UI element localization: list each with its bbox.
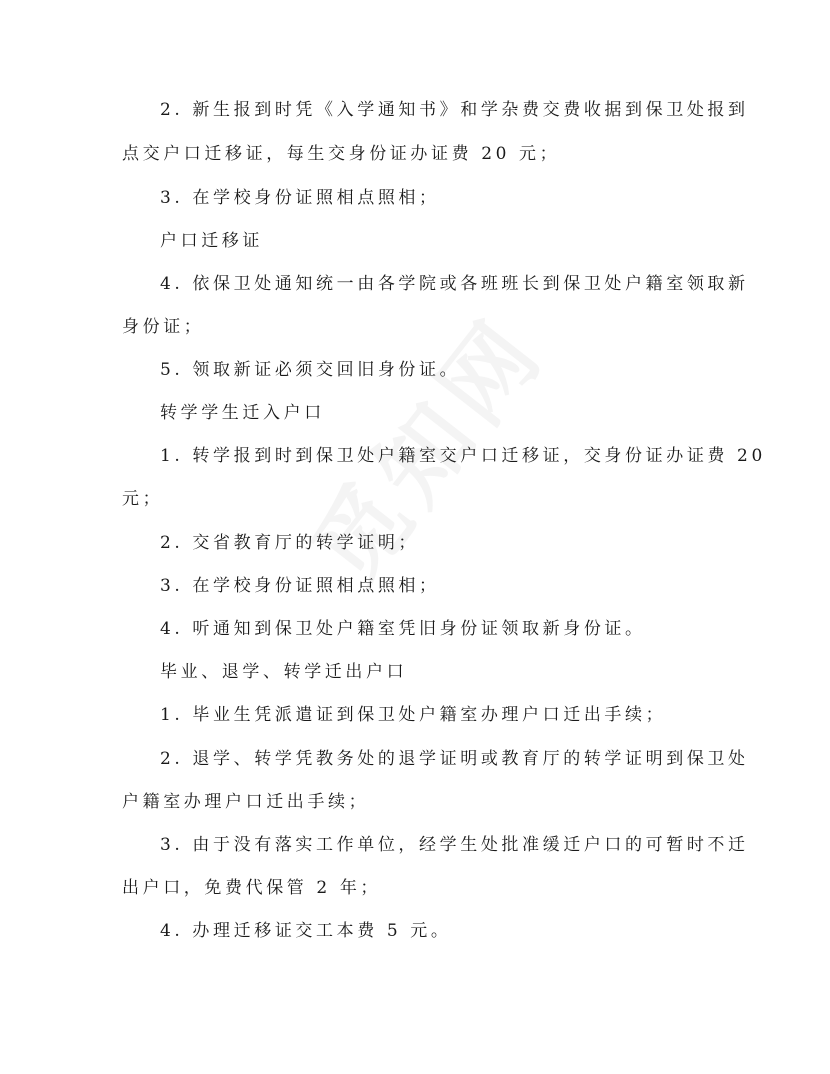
paragraph-line: 2. 交省教育厅的转学证明； — [160, 533, 420, 553]
section-heading: 毕业、退学、转学迁出户口 — [160, 662, 408, 682]
paragraph-line: 1. 毕业生凭派遣证到保卫处户籍室办理户口迁出手续； — [160, 705, 667, 725]
paragraph-line: 2. 退学、转学凭教务处的退学证明或教育厅的转学证明到保卫处 — [160, 749, 749, 769]
paragraph-line: 元； — [122, 489, 164, 509]
section-heading: 转学学生迁入户口 — [160, 403, 325, 423]
paragraph-line: 3. 由于没有落实工作单位，经学生处批准缓迁户口的可暂时不迁 — [160, 835, 749, 855]
paragraph-line: 身份证； — [122, 317, 205, 337]
paragraph-line: 户籍室办理户口迁出手续； — [122, 792, 370, 812]
paragraph-line: 4. 依保卫处通知统一由各学院或各班班长到保卫处户籍室领取新 — [160, 274, 749, 294]
paragraph-line: 2. 新生报到时凭《入学通知书》和学杂费交费收据到保卫处报到 — [160, 100, 749, 120]
paragraph-line: 1. 转学报到时到保卫处户籍室交户口迁移证，交身份证办证费 20 — [160, 446, 766, 466]
paragraph-line: 4. 办理迁移证交工本费 5 元。 — [160, 921, 452, 941]
paragraph-line: 出户口，免费代保管 2 年； — [122, 878, 382, 898]
paragraph-line: 3. 在学校身份证照相点照相； — [160, 576, 440, 596]
paragraph-line: 点交户口迁移证，每生交身份证办证费 20 元； — [122, 144, 561, 164]
paragraph-line: 4. 听通知到保卫处户籍室凭旧身份证领取新身份证。 — [160, 619, 646, 639]
paragraph-line: 3. 在学校身份证照相点照相； — [160, 188, 440, 208]
section-heading: 户口迁移证 — [160, 231, 263, 251]
paragraph-line: 5. 领取新证必须交回旧身份证。 — [160, 360, 461, 380]
